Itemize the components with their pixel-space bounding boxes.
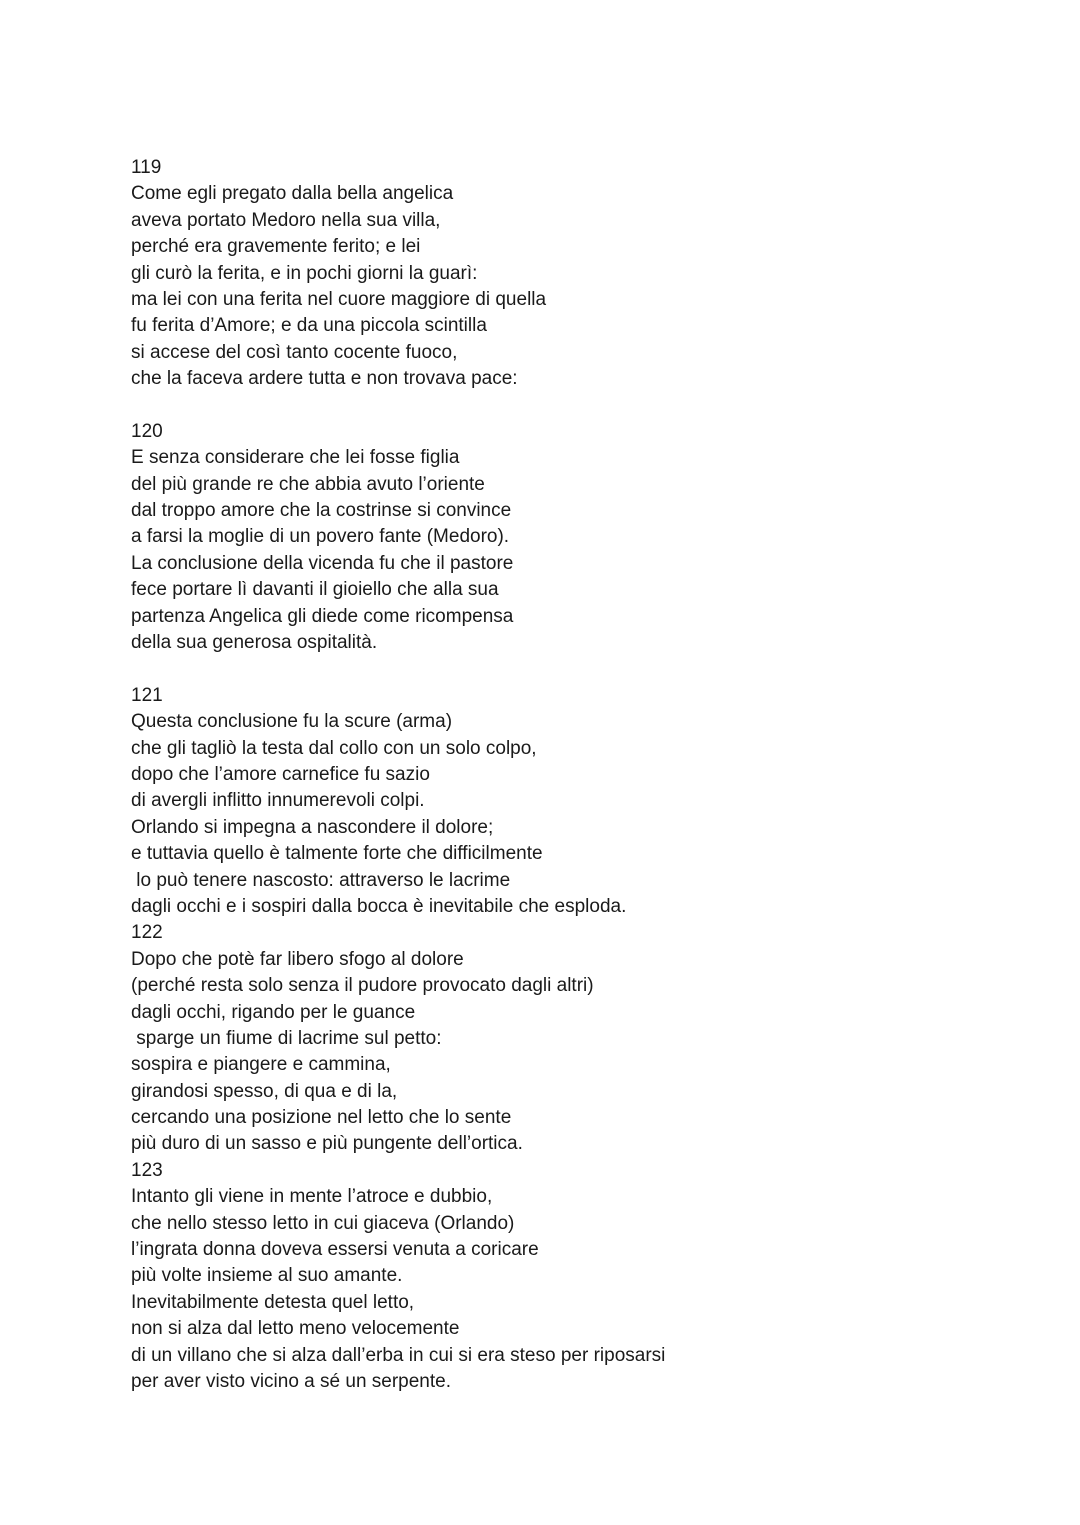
verse-line: Orlando si impegna a nascondere il dolore; xyxy=(131,816,494,838)
stanza-number: 123 xyxy=(131,1159,163,1181)
verse-line: dagli occhi, rigando per le guance xyxy=(131,1001,416,1023)
stanza-120 xyxy=(131,419,1031,657)
stanza-121 xyxy=(131,683,1031,921)
verse-line: Inevitabilmente detesta quel letto, xyxy=(131,1291,415,1313)
verse-line: Dopo che potè far libero sfogo al dolore xyxy=(131,948,464,970)
verse-line: che la faceva ardere tutta e non trovava pace: xyxy=(131,368,518,390)
stanza-number: 121 xyxy=(131,684,163,706)
verse-line: l’ingrata donna doveva essersi venuta a coricare xyxy=(131,1239,539,1261)
stanza-number: 122 xyxy=(131,922,163,944)
verse-line: fu ferita d’Amore; e da una piccola scintilla xyxy=(131,315,487,337)
verse-line: partenza Angelica gli diede come ricompensa xyxy=(131,605,514,627)
verse-line: La conclusione della vicenda fu che il pastore xyxy=(131,552,514,574)
verse-line: dopo che l’amore carnefice fu sazio xyxy=(131,763,430,785)
verse-line: di avergli inflitto innumerevoli colpi. xyxy=(131,790,425,812)
document-body xyxy=(131,155,1031,1395)
verse-line: dagli occhi e i sospiri dalla bocca è inevitabile che esploda. xyxy=(131,895,627,917)
stanza-123 xyxy=(131,1158,1031,1396)
verse-line: Questa conclusione fu la scure (arma) xyxy=(131,711,453,733)
stanza-number: 119 xyxy=(131,157,162,178)
verse-line: perché era gravemente ferito; e lei xyxy=(131,236,421,258)
verse-line: sospira e piangere e cammina, xyxy=(131,1054,391,1076)
verse-line: Intanto gli viene in mente l’atroce e dubbio, xyxy=(131,1186,493,1208)
stanza-119 xyxy=(131,155,1031,393)
verse-line: di un villano che si alza dall’erba in cui si era steso per riposarsi xyxy=(131,1344,666,1366)
verse-line: e tuttavia quello è talmente forte che difficilmente xyxy=(131,843,543,865)
verse-line: della sua generosa ospitalità. xyxy=(131,632,378,654)
verse-line: si accese del così tanto cocente fuoco, xyxy=(131,341,458,363)
stanza-122 xyxy=(131,920,1031,1158)
verse-line: dal troppo amore che la costrinse si convince xyxy=(131,500,512,522)
verse-line: fece portare lì davanti il gioiello che alla sua xyxy=(131,579,499,601)
verse-line: E senza considerare che lei fosse figlia xyxy=(131,447,460,469)
verse-line: a farsi la moglie di un povero fante (Medoro). xyxy=(131,526,510,548)
verse-line: più volte insieme al suo amante. xyxy=(131,1265,403,1287)
verse-line: cercando una posizione nel letto che lo sente xyxy=(131,1107,512,1129)
stanza-number: 120 xyxy=(131,420,163,442)
verse-line: ma lei con una ferita nel cuore maggiore di quella xyxy=(131,288,547,310)
verse-line: che nello stesso letto in cui giaceva (Orlando) xyxy=(131,1212,515,1234)
verse-line: più duro di un sasso e più pungente dell’ortica. xyxy=(131,1133,523,1155)
verse-line: sparge un fiume di lacrime sul petto: xyxy=(131,1027,442,1049)
verse-line: gli curò la ferita, e in pochi giorni la guarì: xyxy=(131,262,478,284)
verse-line: per aver visto vicino a sé un serpente. xyxy=(131,1370,452,1392)
verse-line: (perché resta solo senza il pudore provocato dagli altri) xyxy=(131,975,594,997)
verse-line: non si alza dal letto meno velocemente xyxy=(131,1318,460,1340)
verse-line: girandosi spesso, di qua e di la, xyxy=(131,1080,398,1102)
verse-line: che gli tagliò la testa dal collo con un solo colpo, xyxy=(131,737,537,759)
verse-line: lo può tenere nascosto: attraverso le lacrime xyxy=(131,869,511,891)
verse-line: del più grande re che abbia avuto l’oriente xyxy=(131,473,485,495)
verse-line: Come egli pregato dalla bella angelica xyxy=(131,183,454,205)
verse-line: aveva portato Medoro nella sua villa, xyxy=(131,209,441,231)
